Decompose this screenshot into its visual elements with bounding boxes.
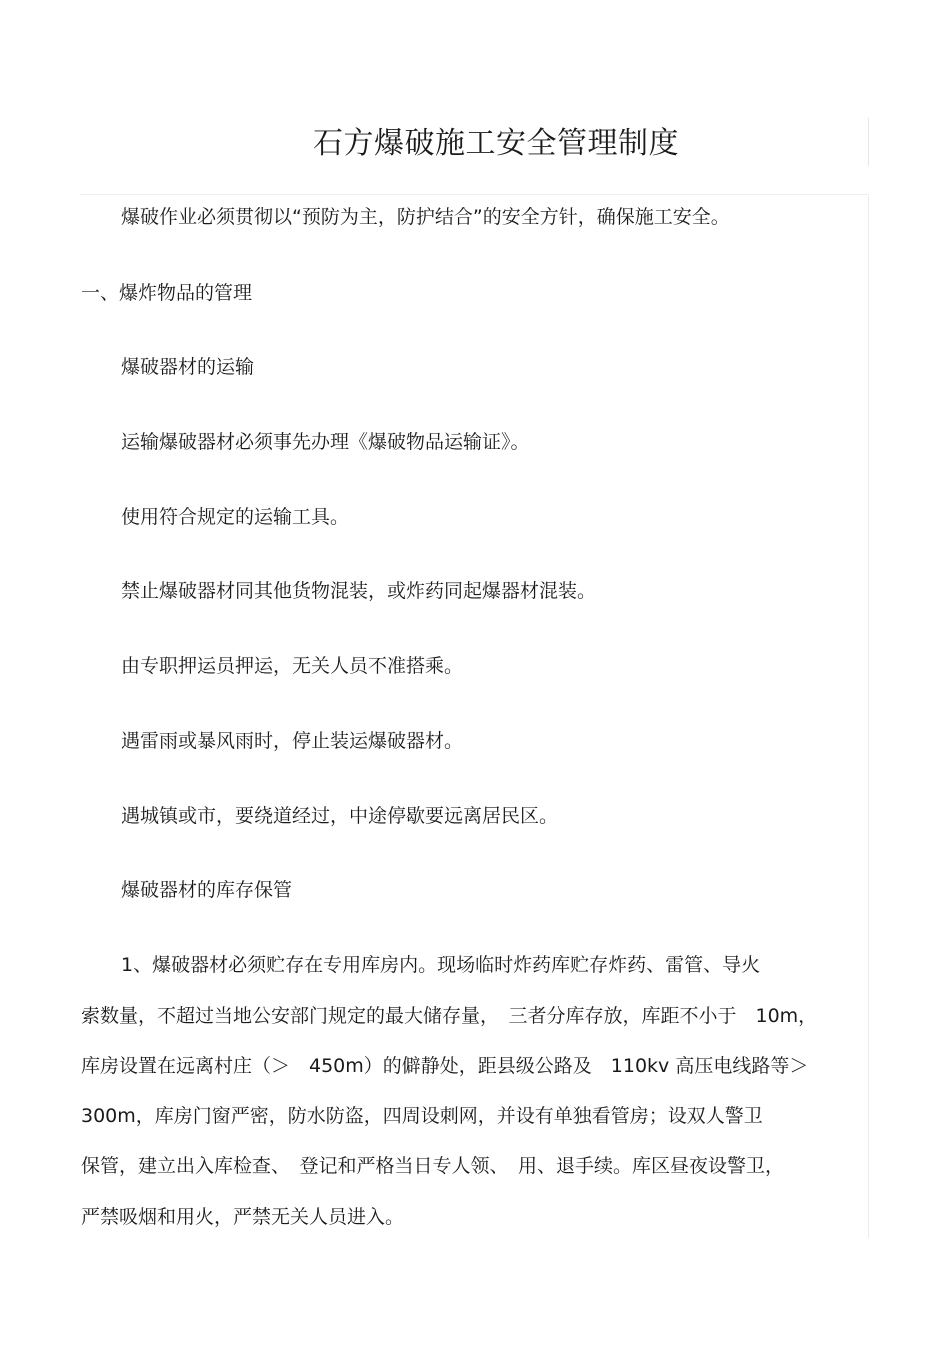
storage-paragraph-line-4: 300m，库房门窗严密，防水防盗，四周设刺网，并设有单独看管房；设双人警卫 [81, 1105, 763, 1127]
intro-paragraph: 爆破作业必须贯彻以“预防为主，防护结合”的安全方针，确保施工安全。 [121, 206, 730, 228]
storage-heading: 爆破器材的库存保管 [121, 879, 293, 901]
header-divider [80, 194, 869, 195]
storage-paragraph-line-2: 索数量，不超过当地公安部门规定的最大储存量， 三者分库存放，库距不小于 10m， [81, 1005, 818, 1027]
storage-paragraph-line-6: 严禁吸烟和用火，严禁无关人员进入。 [81, 1206, 405, 1228]
transport-item-1: 运输爆破器材必须事先办理《爆破物品运输证》。 [121, 431, 530, 453]
storage-paragraph-line-1: 1、爆破器材必须贮存在专用库房内。现场临时炸药库贮存炸药、雷管、导火 [121, 954, 761, 976]
storage-paragraph-line-5: 保管，建立出入库检查、 登记和严格当日专人领、 用、退手续。库区昼夜设警卫， [81, 1155, 785, 1177]
page-edge-line-right [868, 196, 869, 1238]
transport-item-4: 由专职押运员押运，无关人员不准搭乘。 [121, 655, 464, 677]
document-title: 石方爆破施工安全管理制度 [313, 126, 679, 161]
transport-heading: 爆破器材的运输 [121, 356, 255, 378]
transport-item-5: 遇雷雨或暴风雨时，停止装运爆破器材。 [121, 730, 464, 752]
transport-item-3: 禁止爆破器材同其他货物混装，或炸药同起爆器材混装。 [121, 580, 597, 602]
section-1-heading: 一、爆炸物品的管理 [81, 282, 253, 304]
transport-item-2: 使用符合规定的运输工具。 [121, 506, 350, 528]
transport-item-6: 遇城镇或市，要绕道经过，中途停歇要远离居民区。 [121, 805, 559, 827]
storage-paragraph-line-3: 库房设置在远离村庄（＞ 450m）的僻静处，距县级公路及 110kv 高压电线路等＞ [81, 1055, 809, 1077]
